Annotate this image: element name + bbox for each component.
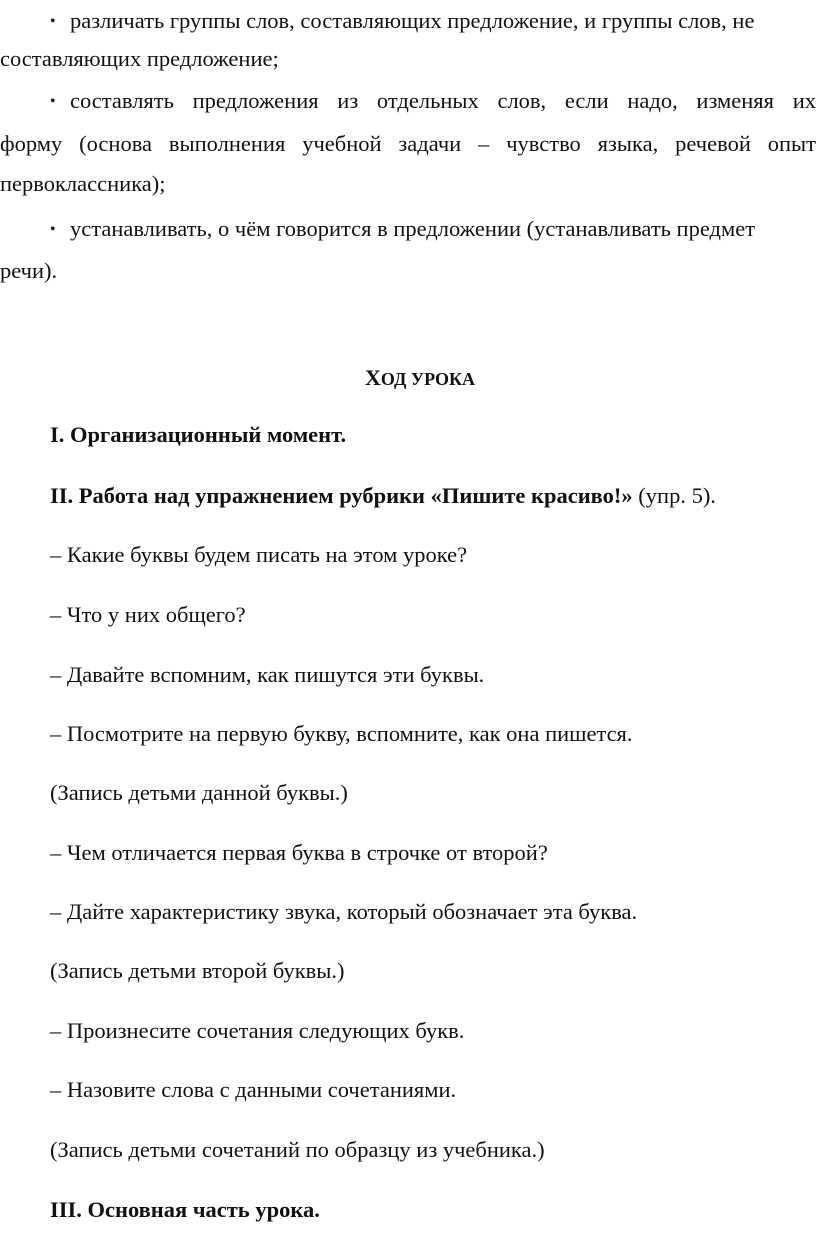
bullet-item-2-line-3: первоклассника);	[0, 171, 166, 196]
section-2-title	[50, 481, 716, 511]
bullet-icon: •	[50, 221, 56, 238]
dialogue-line-5: (Запись детьми данной буквы.)	[50, 780, 348, 805]
bullet-item-1-line-1	[50, 6, 754, 37]
section-2-bold: II. Работа над упражнением рубрики «Пишите красиво!»	[50, 483, 633, 508]
bullet-text: различать группы слов, составляющих предложение, и группы слов, не	[70, 8, 755, 33]
bullet-icon: •	[50, 93, 56, 110]
heading-rest: ОД УРОКА	[380, 369, 476, 389]
bullet-item-2-line-1	[50, 86, 816, 117]
dialogue-line-8: (Запись детьми второй буквы.)	[50, 958, 345, 983]
bullet-item-1-line-2: составляющих предложение;	[0, 46, 279, 71]
dialogue-line-2: – Что у них общего?	[50, 602, 246, 627]
dialogue-line-9: – Произнесите сочетания следующих букв.	[50, 1018, 465, 1043]
section-3-title: III. Основная часть урока.	[50, 1197, 320, 1222]
bullet-item-2-line-2: форму (основа выполнения учебной задачи – чувство языка, речевой опыт	[0, 131, 816, 156]
section-1-title: I. Организационный момент.	[50, 422, 347, 447]
bullet-text: устанавливать, о чём говорится в предложении (устанавливать предмет	[70, 216, 756, 241]
dialogue-line-10: – Назовите слова с данными сочетаниями.	[50, 1077, 457, 1102]
bullet-item-3-line-1	[50, 214, 755, 245]
dialogue-line-7: – Дайте характеристику звука, который обозначает эта буква.	[50, 899, 638, 924]
bullet-item-3-line-2: речи).	[0, 258, 58, 283]
dialogue-line-11: (Запись детьми сочетаний по образцу из учебника.)	[50, 1137, 545, 1162]
bullet-icon: •	[50, 13, 56, 30]
dialogue-line-6: – Чем отличается первая буква в строчке от второй?	[50, 840, 548, 865]
dialogue-line-3: – Давайте вспомним, как пишутся эти буквы.	[50, 662, 485, 687]
dialogue-line-4: – Посмотрите на первую букву, вспомните, как она пишется.	[50, 721, 633, 746]
section-2-regular: (упр. 5).	[632, 483, 716, 508]
lesson-heading	[0, 366, 816, 391]
bullet-text: составлять предложения из отдельных слов, если надо, изменяя их	[70, 88, 816, 113]
heading-first-letter: Х	[364, 365, 381, 390]
dialogue-line-1: – Какие буквы будем писать на этом уроке?	[50, 542, 468, 567]
